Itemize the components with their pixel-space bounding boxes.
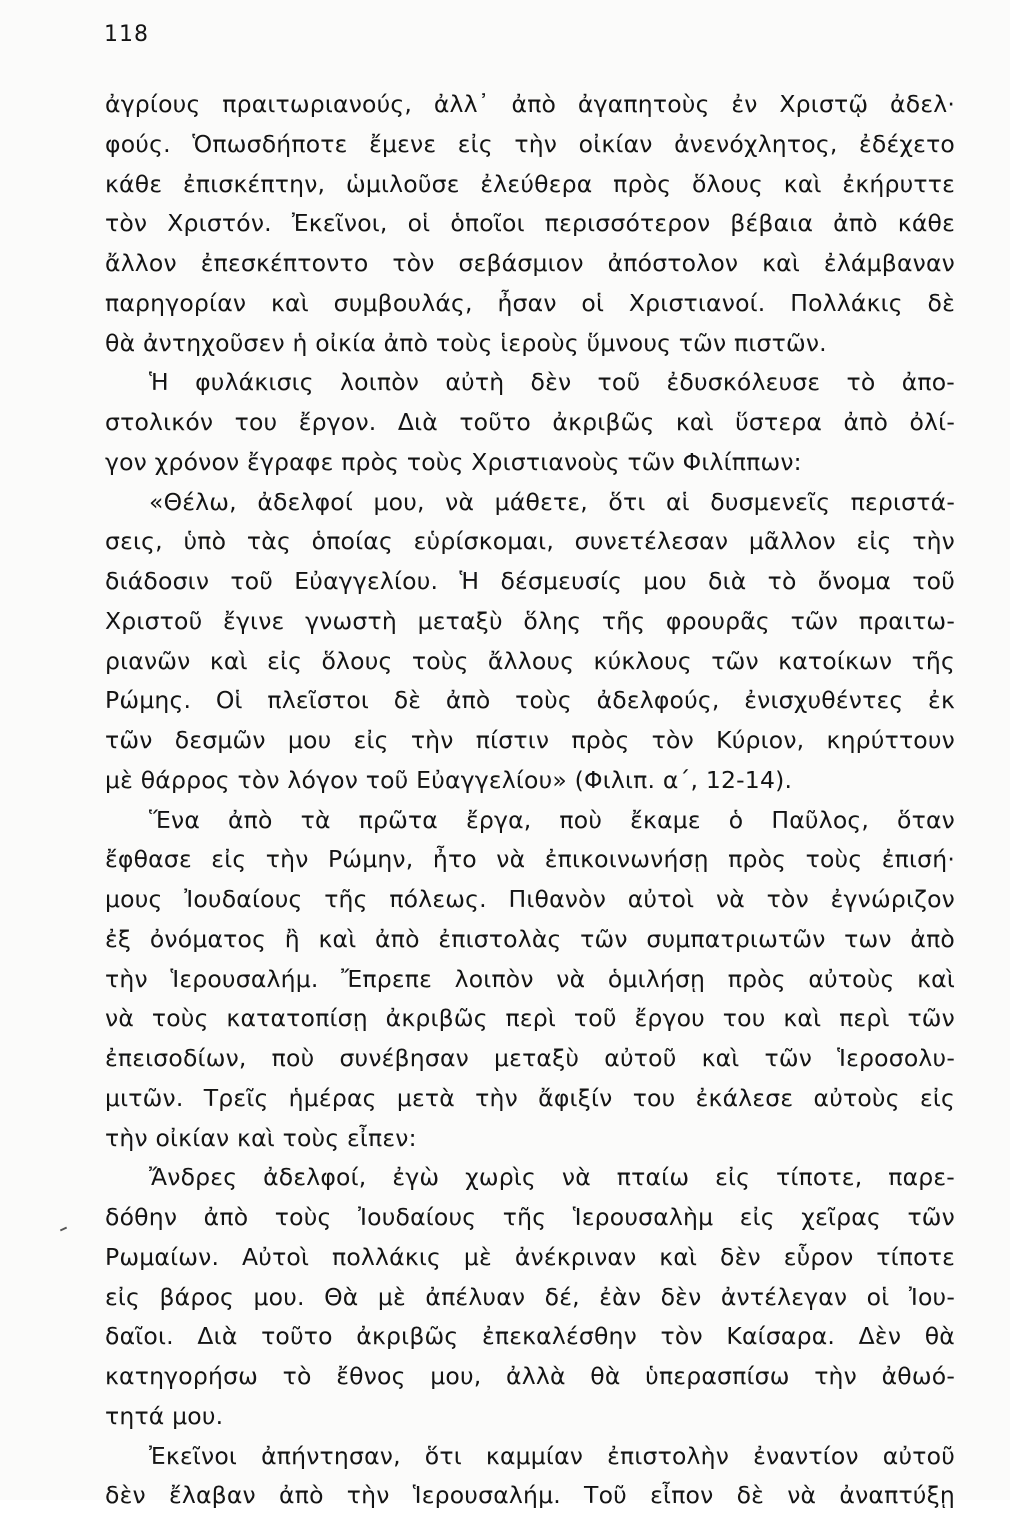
text-line: κατηγορήσω τὸ ἔθνος μου, ἀλλὰ θὰ ὑπερασπίσω τὴν ἀθωό-: [105, 1362, 955, 1390]
text-line: Ρωμαίων. Αὐτοὶ πολλάκις μὲ ἀνέκριναν καὶ δὲν εὗρον τίποτε: [105, 1242, 955, 1271]
text-line: Χριστοῦ ἔγινε γνωστὴ μεταξὺ ὅλης τῆς φρουρᾶς τῶν πραιτω-: [105, 606, 955, 635]
text-line: ἄλλον ἐπεσκέπτοντο τὸν σεβάσμιον ἀπόστολον καὶ ἐλάμβαναν: [105, 249, 955, 277]
text-line: τὸν Χριστόν. Ἐκεῖνοι, οἱ ὁποῖοι περισσότερον βέβαια ἀπὸ κάθε: [105, 209, 955, 238]
text-line: παρηγορίαν καὶ συμβουλάς, ἦσαν οἱ Χριστιανοί. Πολλάκις δὲ: [105, 288, 955, 317]
text-line: ἔφθασε εἰς τὴν Ρώμην, ἦτο νὰ ἐπικοινωνήσῃ πρὸς τοὺς ἐπισή·: [105, 845, 955, 874]
text-line: Ἐκεῖνοι ἀπήντησαν, ὅτι καμμίαν ἐπιστολὴν ἐναντίον αὐτοῦ: [149, 1441, 955, 1470]
text-line: διάδοσιν τοῦ Εὐαγγελίου. Ἡ δέσμευσίς μου διὰ τὸ ὄνομα τοῦ: [105, 567, 955, 595]
text-line: Ἡ φυλάκισις λοιπὸν αὐτὴ δὲν τοῦ ἐδυσκόλευσε τὸ ἀπο-: [149, 368, 955, 397]
text-line: στολικόν του ἔργον. Διὰ τοῦτο ἀκριβῶς καὶ ὕστερα ἀπὸ ὀλί-: [105, 408, 955, 436]
text-line: σεις, ὑπὸ τὰς ὁποίας εὑρίσκομαι, συνετέλεσαν μᾶλλον εἰς τὴν: [105, 527, 955, 556]
text-line: «Θέλω, ἀδελφοί μου, νὰ μάθετε, ὅτι αἱ δυσμενεῖς περιστά-: [149, 487, 955, 516]
text-line: δὲν ἔλαβαν ἀπὸ τὴν Ἱερουσαλήμ. Τοῦ εἶπον δὲ νὰ ἀναπτύξῃ: [105, 1481, 955, 1510]
text-line: Ἕνα ἀπὸ τὰ πρῶτα ἔργα, ποὺ ἔκαμε ὁ Παῦλος, ὅταν: [149, 805, 955, 834]
text-line: τητά μου.: [105, 1401, 224, 1430]
text-line: μους Ἰουδαίους τῆς πόλεως. Πιθανὸν αὐτοὶ νὰ τὸν ἐγνώριζον: [105, 885, 955, 913]
text-line: γον χρόνον ἔγραφε πρὸς τοὺς Χριστιανοὺς τῶν Φιλίππων:: [105, 447, 802, 476]
text-line: φούς. Ὁπωσδήποτε ἔμενε εἰς τὴν οἰκίαν ἀνενόχλητος, ἐδέχετο: [105, 129, 955, 158]
text-line: δόθην ἀπὸ τοὺς Ἰουδαίους τῆς Ἱερουσαλὴμ εἰς χεῖρας τῶν: [105, 1203, 955, 1231]
text-line: κάθε ἐπισκέπτην, ὡμιλοῦσε ἐλεύθερα πρὸς ὅλους καὶ ἐκήρυττε: [105, 169, 955, 198]
text-line: ἐξ ὀνόματος ἢ καὶ ἀπὸ ἐπιστολὰς τῶν συμπατριωτῶν των ἀπὸ: [105, 924, 955, 953]
text-line: Ρώμης. Οἱ πλεῖστοι δὲ ἀπὸ τοὺς ἀδελφούς, ἐνισχυθέντες ἐκ: [105, 686, 955, 715]
text-line: νὰ τοὺς κατατοπίσῃ ἀκριβῶς περὶ τοῦ ἔργου του καὶ περὶ τῶν: [105, 1004, 955, 1033]
text-line: τὴν Ἱερουσαλήμ. Ἔπρεπε λοιπὸν νὰ ὁμιλήσῃ πρὸς αὐτοὺς καὶ: [105, 964, 955, 993]
text-line: Ἄνδρες ἀδελφοί, ἐγὼ χωρὶς νὰ πταίω εἰς τίποτε, παρε-: [149, 1163, 955, 1192]
text-line: ριανῶν καὶ εἰς ὅλους τοὺς ἄλλους κύκλους τῶν κατοίκων τῆς: [105, 646, 955, 675]
text-line: δαῖοι. Διὰ τοῦτο ἀκριβῶς ἐπεκαλέσθην τὸν Καίσαρα. Δὲν θὰ: [105, 1322, 955, 1351]
text-line: θὰ ἀντηχοῦσεν ἡ οἰκία ἀπὸ τοὺς ἱεροὺς ὕμνους τῶν πιστῶν.: [105, 328, 827, 357]
text-line: ἀγρίους πραιτωριανούς, ἀλλ᾽ ἀπὸ ἀγαπητοὺς ἐν Χριστῷ ἀδελ·: [105, 90, 955, 118]
text-line: εἰς βάρος μου. Θὰ μὲ ἀπέλυαν δέ, ἐὰν δὲν ἀντέλεγαν οἱ Ἰου-: [105, 1282, 955, 1311]
page-number: 118: [104, 22, 149, 47]
text-line: τὴν οἰκίαν καὶ τοὺς εἶπεν:: [105, 1123, 417, 1152]
text-line: μὲ θάρρος τὸν λόγον τοῦ Εὐαγγελίου» (Φιλιπ. α΄, 12-14).: [105, 765, 793, 794]
text-line: τῶν δεσμῶν μου εἰς τὴν πίστιν πρὸς τὸν Κύριον, κηρύττουν: [105, 726, 955, 754]
body-text: [105, 85, 955, 1516]
text-line: μιτῶν. Τρεῖς ἡμέρας μετὰ τὴν ἄφιξίν του ἐκάλεσε αὐτοὺς εἰς: [105, 1083, 955, 1112]
print-speck: [60, 1227, 67, 1232]
text-line: ἐπεισοδίων, ποὺ συνέβησαν μεταξὺ αὐτοῦ καὶ τῶν Ἱεροσολυ-: [105, 1044, 955, 1072]
